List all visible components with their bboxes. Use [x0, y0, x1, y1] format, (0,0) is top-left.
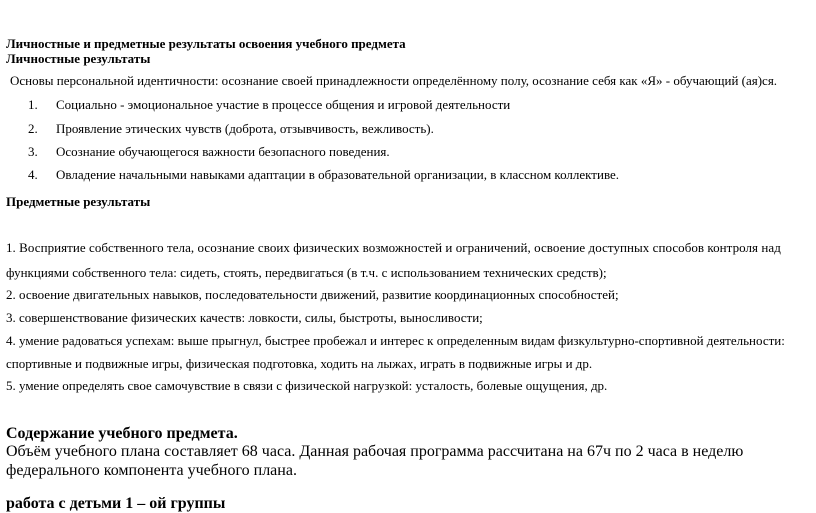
- content-paragraph-line: федерального компонента учебного плана.: [6, 462, 297, 479]
- content-paragraph-line: Объём учебного плана составляет 68 часа. Данная рабочая программа рассчитана на 67ч по 2 часа в неделю: [6, 443, 744, 460]
- list-item: [28, 121, 434, 137]
- list-item-number: 1.: [28, 97, 38, 112]
- list-item-text: Овладение начальными навыками адаптации в образовательной организации, в классном коллективе.: [56, 167, 620, 182]
- subject-line: 3. совершенствование физических качеств: ловкости, силы, быстроты, выносливости;: [6, 310, 483, 325]
- group-heading: работа с детьми 1 – ой группы: [6, 495, 226, 512]
- list-item-text: Проявление этических чувств (доброта, отзывчивость, вежливость).: [56, 121, 434, 136]
- list-item-text: Осознание обучающегося важности безопасного поведения.: [56, 144, 390, 159]
- intro-paragraph: Основы персональной идентичности: осознание своей принадлежности определённому полу, осознание себя как «Я» - обучающий (ая)ся.: [10, 73, 778, 88]
- subject-line: 2. освоение двигательных навыков, последовательности движений, развитие координационных способностей;: [6, 287, 619, 302]
- subject-line: спортивные и подвижные игры, физическая подготовка, ходить на лыжах, играть в подвижные игры и др.: [6, 356, 593, 371]
- subject-line: 1. Восприятие собственного тела, осознание своих физических возможностей и ограничений, освоение доступных способов контроля над: [6, 240, 781, 255]
- list-item-number: 3.: [28, 144, 38, 159]
- list-item-text: Социально - эмоциональное участие в процессе общения и игровой деятельности: [56, 97, 511, 112]
- section-title: Личностные и предметные результаты освоения учебного предмета: [6, 36, 406, 51]
- content-heading: Содержание учебного предмета.: [6, 425, 238, 442]
- subject-line: 5. умение определять свое самочувствие в связи с физической нагрузкой: усталость, болевые ощущения, др.: [6, 378, 608, 393]
- subject-line: функциями собственного тела: сидеть, стоять, передвигаться (в т.ч. с использованием технических средств);: [6, 265, 607, 280]
- subject-line: 4. умение радоваться успехам: выше прыгнул, быстрее пробежал и интерес к определенным видам физкультурно-спортивной деятельности:: [6, 333, 785, 348]
- list-item-number: 2.: [28, 121, 38, 136]
- list-item-number: 4.: [28, 167, 38, 182]
- list-item: [28, 167, 619, 183]
- list-item: [28, 97, 510, 113]
- list-item: [28, 144, 390, 160]
- personal-results-heading: Личностные результаты: [6, 51, 151, 66]
- subject-results-heading: Предметные результаты: [6, 194, 151, 209]
